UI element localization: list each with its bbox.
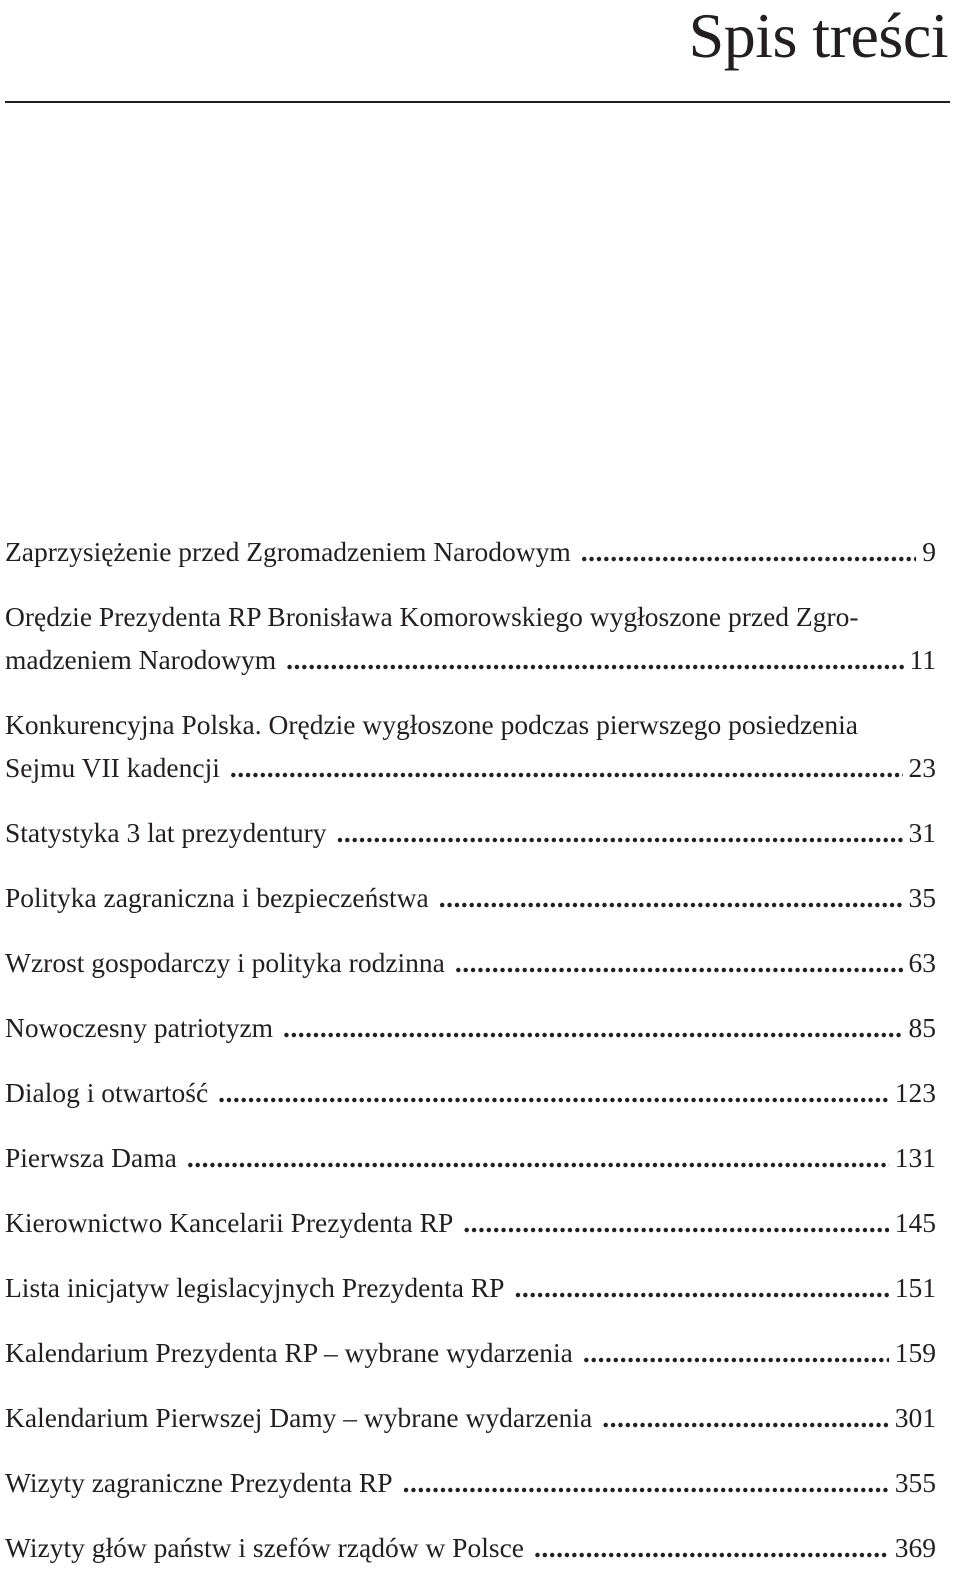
toc-page-number: 35 xyxy=(908,882,936,913)
toc-page-number: 159 xyxy=(894,1337,936,1368)
toc-entry-title: Statystyka 3 lat prezydentury xyxy=(5,817,327,848)
toc-page-number: 31 xyxy=(908,817,936,848)
toc-dot-leader xyxy=(187,1136,889,1179)
toc-page-number: 369 xyxy=(894,1532,936,1563)
toc-dot-leader xyxy=(602,1396,889,1439)
toc-page-number: 123 xyxy=(894,1077,936,1108)
toc-dot-leader xyxy=(286,638,903,681)
toc-entry[interactable] xyxy=(5,1331,936,1374)
toc-dot-leader xyxy=(463,1201,888,1244)
toc-entry[interactable] xyxy=(5,1526,936,1569)
toc-page-number: 301 xyxy=(894,1402,936,1433)
toc-entry-title: Lista inicjatyw legislacyjnych Prezydenta RP xyxy=(5,1272,505,1303)
toc-dot-leader xyxy=(403,1461,889,1504)
toc-dot-leader xyxy=(581,530,916,573)
toc-page-number: 131 xyxy=(894,1142,936,1173)
toc-entry-title: Wizyty zagraniczne Prezydenta RP xyxy=(5,1467,393,1498)
toc-entry[interactable] xyxy=(5,1201,936,1244)
toc-entry-title: Dialog i otwartość xyxy=(5,1077,209,1108)
toc-page-number: 151 xyxy=(894,1272,936,1303)
toc-entry-title: Polityka zagraniczna i bezpieczeństwa xyxy=(5,882,429,913)
toc-entry-title-line2: madzeniem Narodowym xyxy=(5,644,277,675)
toc-entry-title: Nowoczesny patriotyzm xyxy=(5,1012,274,1043)
toc-entry[interactable] xyxy=(5,703,936,789)
toc-entry-title: Kalendarium Prezydenta RP – wybrane wydarzenia xyxy=(5,1337,573,1368)
page-title: Spis treści xyxy=(688,0,948,71)
toc-entry-title: Pierwsza Dama xyxy=(5,1142,177,1173)
toc-entry[interactable] xyxy=(5,1461,936,1504)
title-divider xyxy=(5,101,950,103)
table-of-contents xyxy=(5,530,936,1591)
toc-entry[interactable] xyxy=(5,1396,936,1439)
toc-entry[interactable] xyxy=(5,1266,936,1309)
toc-dot-leader xyxy=(218,1071,889,1114)
toc-entry[interactable] xyxy=(5,530,936,573)
toc-page-number: 11 xyxy=(909,644,936,675)
toc-entry[interactable] xyxy=(5,811,936,854)
toc-page-number: 23 xyxy=(908,752,936,783)
toc-page-number: 63 xyxy=(908,947,936,978)
toc-entry-title: Wzrost gospodarczy i polityka rodzinna xyxy=(5,947,445,978)
toc-dot-leader xyxy=(455,941,903,984)
toc-entry[interactable] xyxy=(5,1006,936,1049)
toc-entry[interactable] xyxy=(5,941,936,984)
toc-entry[interactable] xyxy=(5,1071,936,1114)
toc-entry[interactable] xyxy=(5,595,936,681)
toc-page-number: 85 xyxy=(908,1012,936,1043)
toc-entry-title: Wizyty głów państw i szefów rządów w Polsce xyxy=(5,1532,524,1563)
toc-entry[interactable] xyxy=(5,1136,936,1179)
toc-dot-leader xyxy=(514,1266,888,1309)
toc-entry-title: Kierownictwo Kancelarii Prezydenta RP xyxy=(5,1207,454,1238)
toc-dot-leader xyxy=(439,876,903,919)
toc-entry-title-line1: Konkurencyjna Polska. Orędzie wygłoszone podczas pierwszego posiedzenia xyxy=(5,709,858,740)
toc-entry-title: Zaprzysiężenie przed Zgromadzeniem Narodowym xyxy=(5,536,571,567)
toc-page-number: 9 xyxy=(922,536,936,567)
toc-entry[interactable] xyxy=(5,876,936,919)
toc-page-number: 355 xyxy=(894,1467,936,1498)
toc-entry-title-line1: Orędzie Prezydenta RP Bronisława Komorowskiego wygłoszone przed Zgro- xyxy=(5,601,859,632)
toc-dot-leader xyxy=(283,1006,902,1049)
toc-page-number: 145 xyxy=(894,1207,936,1238)
toc-dot-leader xyxy=(230,746,903,789)
toc-entry-title-line2: Sejmu VII kadencji xyxy=(5,752,220,783)
toc-dot-leader xyxy=(583,1331,889,1374)
toc-dot-leader xyxy=(337,811,903,854)
toc-entry-title: Kalendarium Pierwszej Damy – wybrane wydarzenia xyxy=(5,1402,593,1433)
toc-dot-leader xyxy=(534,1526,889,1569)
